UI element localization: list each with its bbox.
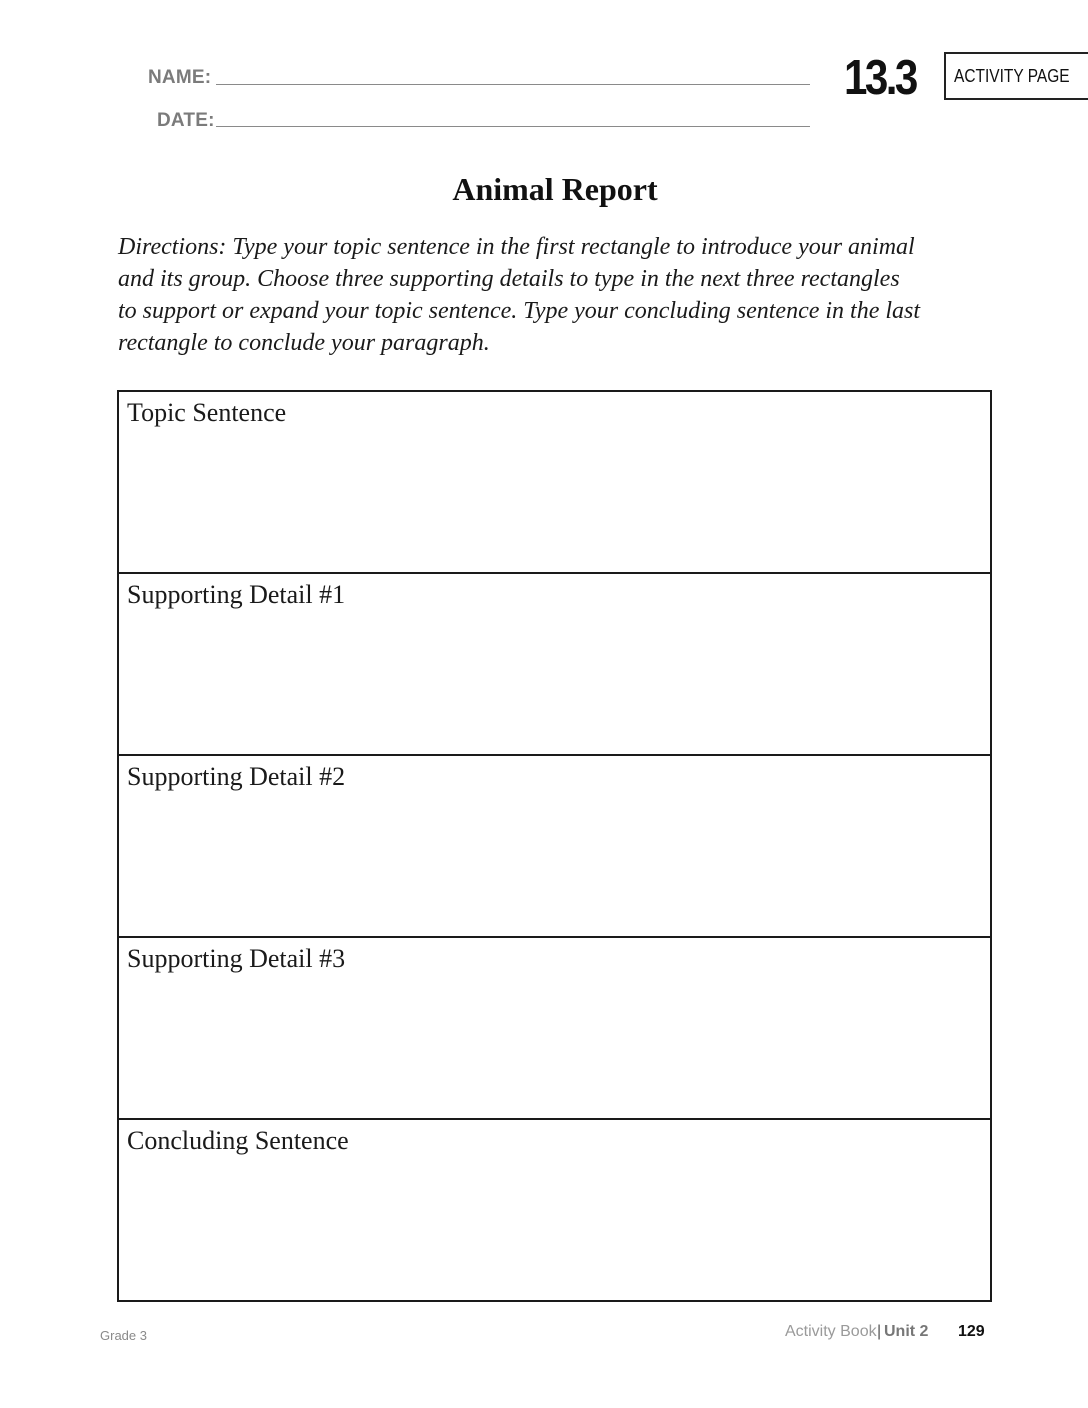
directions-line: to support or expand your topic sentence. Type your concluding sentence in the last: [118, 298, 921, 324]
page-title: Animal Report: [452, 171, 658, 207]
topic-sentence-box[interactable]: [119, 392, 990, 574]
supporting-detail-1-box[interactable]: [119, 574, 990, 756]
footer-unit: Unit 2: [884, 1323, 929, 1340]
directions-text: [118, 231, 978, 359]
supporting-detail-2-box[interactable]: [119, 756, 990, 938]
directions-line: rectangle to conclude your paragraph.: [118, 330, 490, 356]
page-number: 129: [958, 1323, 985, 1340]
supporting-detail-3-box[interactable]: [119, 938, 990, 1120]
name-label: NAME:: [148, 67, 212, 88]
concluding-sentence-label: Concluding Sentence: [127, 1126, 349, 1155]
supporting-detail-2-label: Supporting Detail #2: [127, 762, 346, 791]
date-label: DATE:: [157, 110, 215, 131]
directions-line: Directions: Type your topic sentence in the first rectangle to introduce your animal: [118, 234, 915, 260]
supporting-detail-1-label: Supporting Detail #1: [127, 580, 346, 609]
lesson-number: 13.3: [844, 51, 916, 105]
report-organizer: [117, 390, 992, 1302]
name-field-line[interactable]: [216, 84, 810, 85]
supporting-detail-3-label: Supporting Detail #3: [127, 944, 346, 973]
date-field-line[interactable]: [216, 126, 810, 127]
directions-line: and its group. Choose three supporting details to type in the next three rectangles: [118, 266, 900, 292]
footer-book-title: Activity Book: [785, 1323, 877, 1340]
footer-grade: Grade 3: [100, 1328, 147, 1343]
footer-separator: |: [877, 1323, 882, 1340]
concluding-sentence-box[interactable]: [119, 1120, 990, 1300]
topic-sentence-label: Topic Sentence: [127, 398, 287, 427]
activity-page-label: ACTIVITY PAGE: [954, 66, 1070, 86]
